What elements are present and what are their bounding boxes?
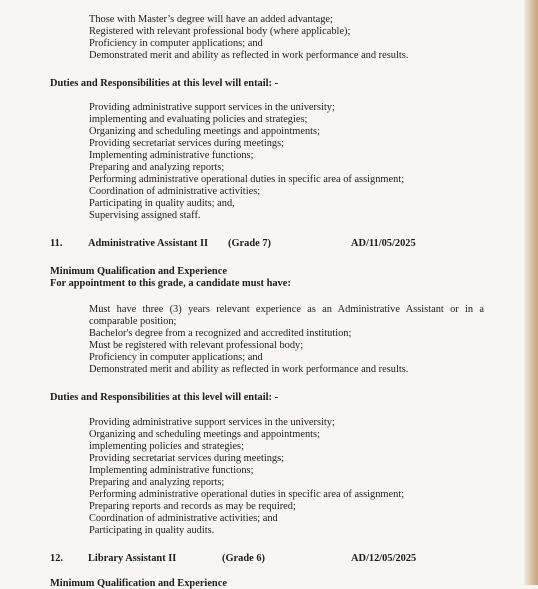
- duties-heading: Duties and Responsibilities at this level will entail: -: [50, 78, 279, 89]
- qualification-heading: Minimum Qualification and Experience: [50, 266, 227, 277]
- post-reference: AD/11/05/2025: [351, 238, 416, 249]
- qualification-heading: Minimum Qualification and Experience: [50, 578, 227, 589]
- post-number: 11.: [50, 238, 63, 249]
- qualification-subheading: For appointment to this grade, a candidate must have:: [50, 278, 291, 289]
- post-grade: (Grade 6): [222, 553, 265, 564]
- post-title: Administrative Assistant II: [88, 238, 209, 249]
- post-reference: AD/12/05/2025: [351, 553, 417, 564]
- post-grade: (Grade 7): [228, 238, 271, 249]
- duties-heading: Duties and Responsibilities at this level will entail: -: [50, 392, 279, 403]
- post-number: 12.: [50, 553, 63, 564]
- page-edge-shadow: [524, 0, 538, 585]
- post-title: Library Assistant II: [88, 553, 177, 564]
- document-page: Those with Master’s degree will have an added advantage; Registered with relevant professional body (where applicable); Proficiency in computer applications; and Demonstrated merit and ability as reflected in work performance and results. Duties and Responsibilities at this level will entail: - Providing administrative support services in the university; implementing and evaluating policies and strategies; Organizing and scheduling meetings and appointments; Providing secretariat services during meetings; Implementing administrative functions; Preparing and analyzing reports; Performing administrative operational duties in specific area of assignment; Coordination of administrative activities; Participating in quality audits; and, Supervising assigned staff. 11. Administrative Assistant II (Grade 7) AD/11/05/2025 Minimum Qualification and Experience For appointment to this grade, a candidate must have: Must have three (3) years relevant experience as an Administrative Assistant or in a comparable position; Bachelor's degree from a recognized and accredited institution; Must be registered with relevant professional body; Proficiency in computer applications; and Demonstrated merit and ability as reflected in work performance and results. Duties and Responsibilities at this level will entail: - Providing administrative support services in the university; Organizing and scheduling meetings and appointments; implementing policies and strategies; Providing secretariat services during meetings; Implementing administrative functions; Preparing and analyzing reports; Performing administrative operational duties in specific area of assignment; Preparing reports and records as may be required; Coordination of administrative activities; and Participating in quality audits. 12. Library Assistant II (Grade 6) AD/12/05/2025 Minimum Qualification and Experience: [0, 0, 538, 585]
